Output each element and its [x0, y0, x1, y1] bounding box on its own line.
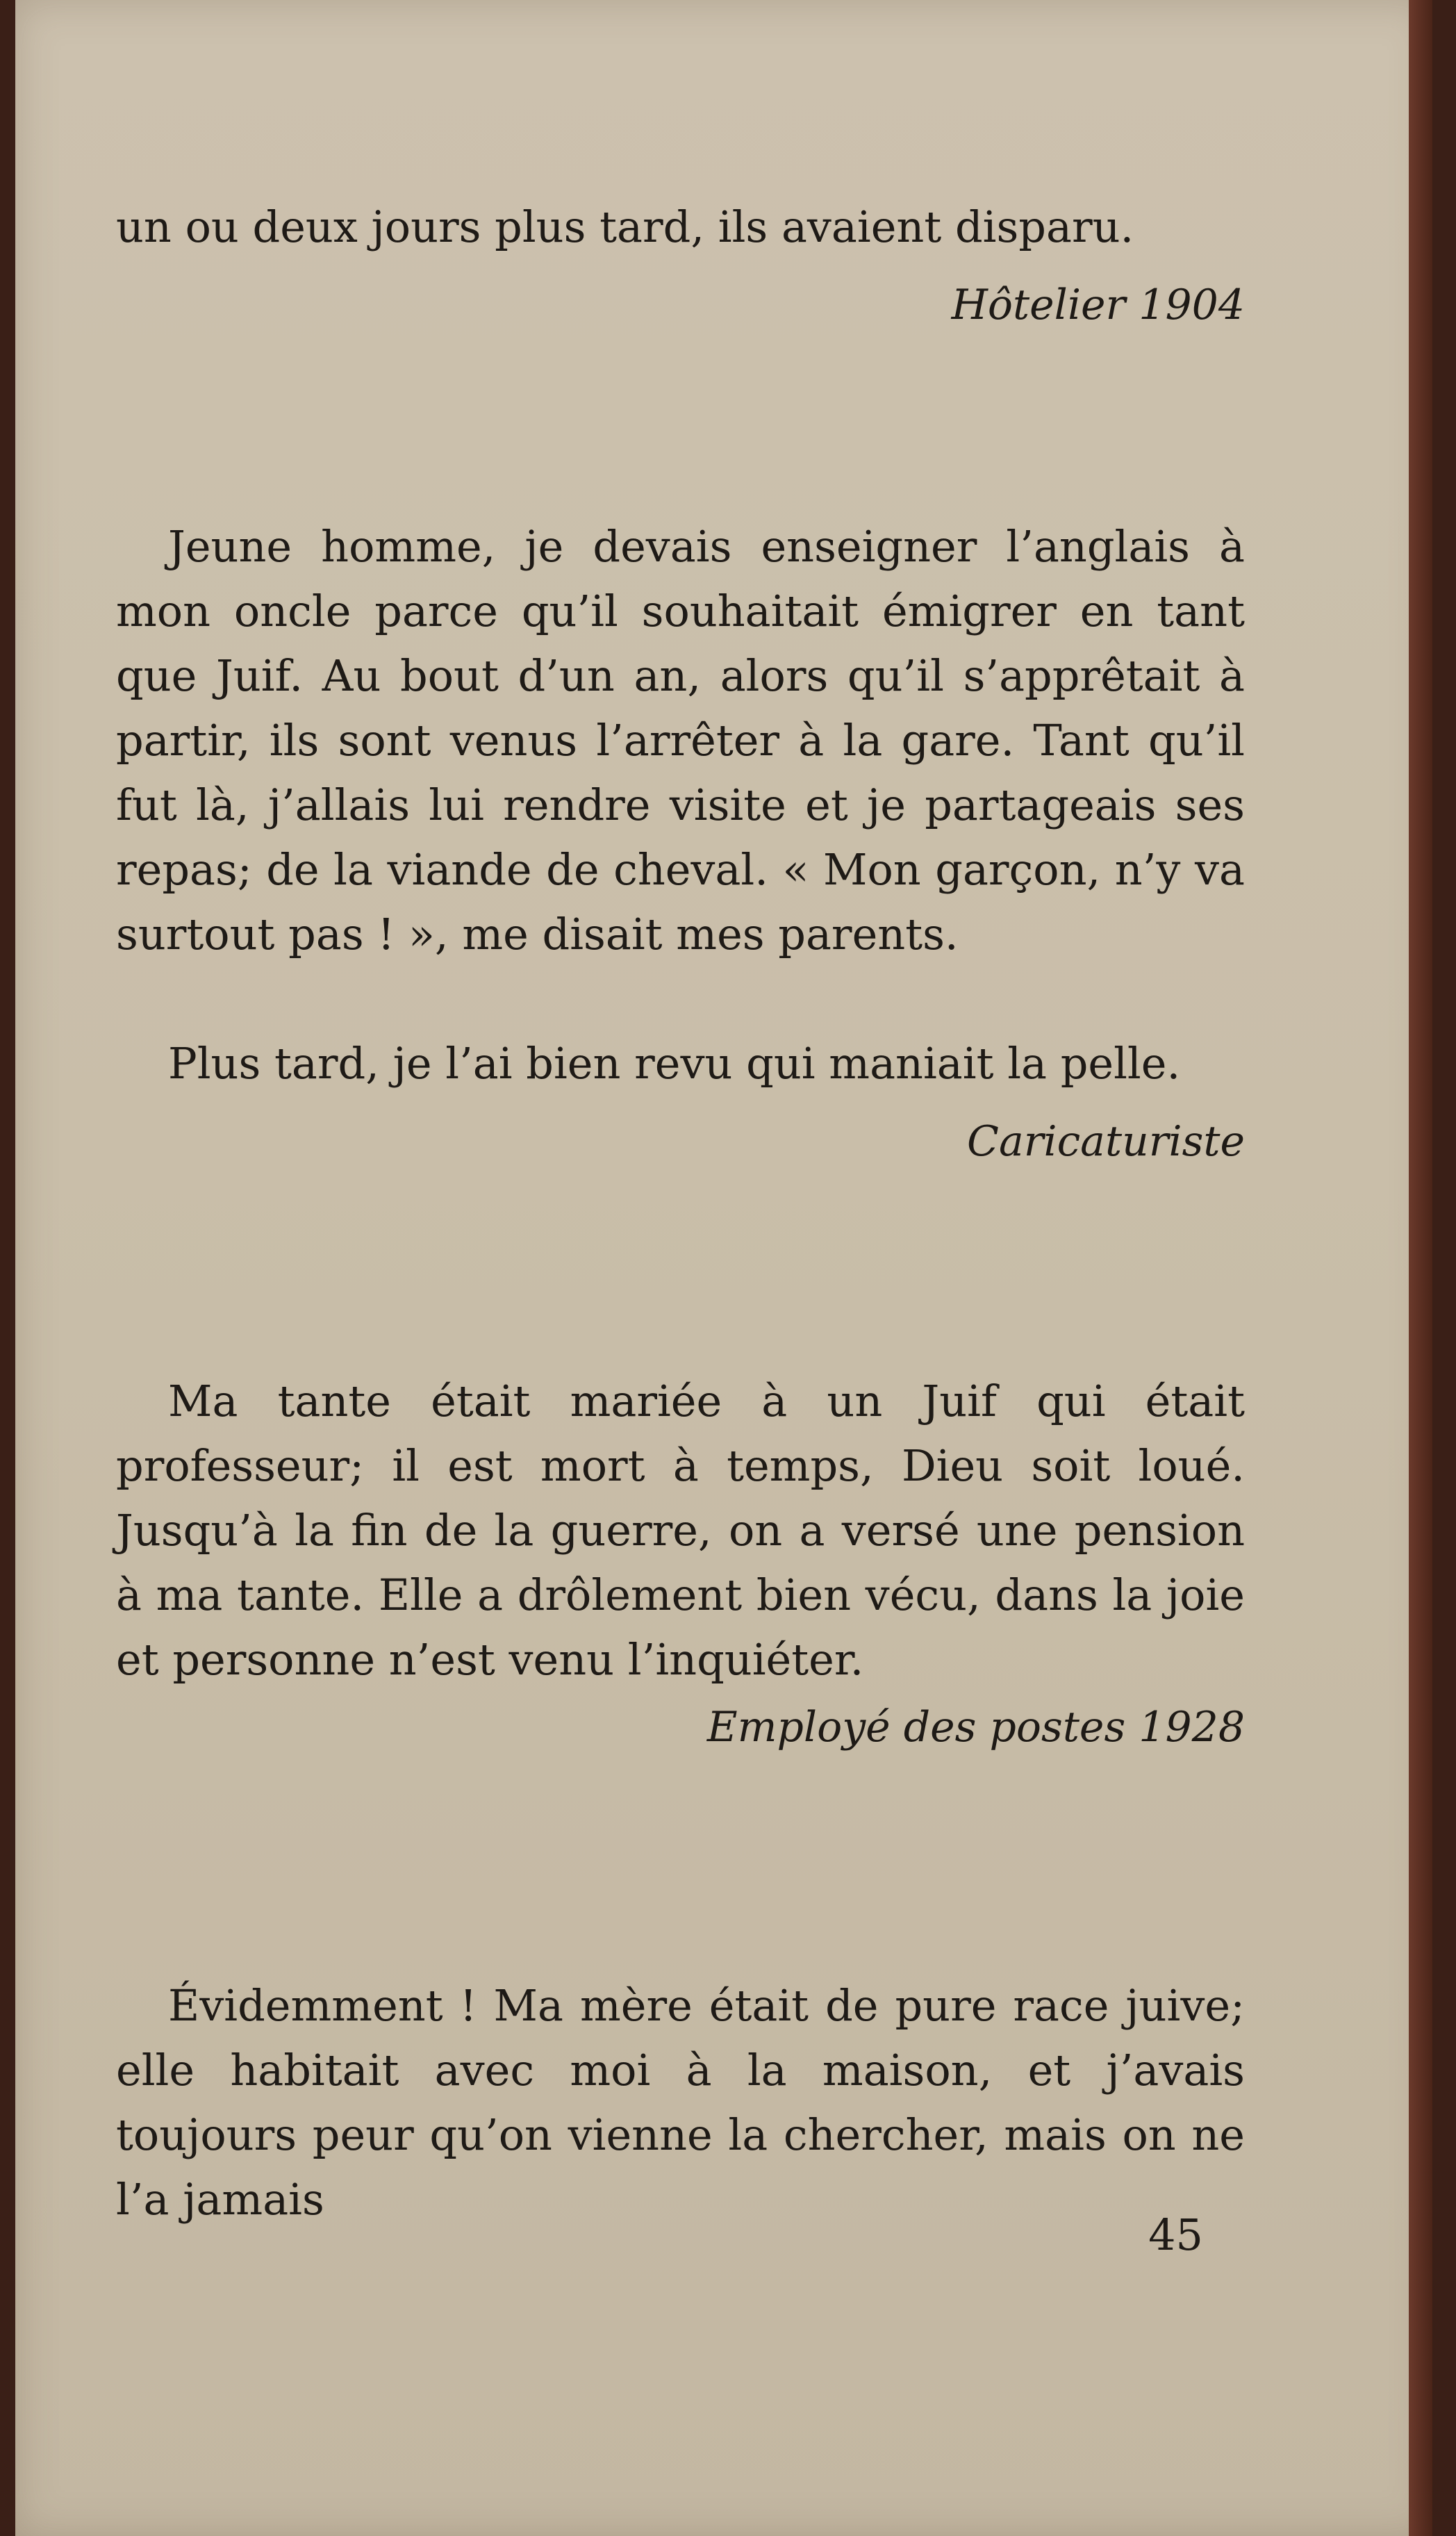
entry-2-paragraph-2: Plus tard, je l’ai bien revu qui maniait la pelle.: [168, 1038, 1181, 1089]
entry-1-text: un ou deux jours plus tard, ils avaient disparu.: [116, 201, 1134, 252]
entry-2-paragraph-1: Jeune homme, je devais enseigner l’anglais à mon oncle parce qu’il souhaitait émigrer en tant que Juif. Au bout d’un an, alors qu’il s’apprêtait à partir, ils sont venus l’arrêter à la gare. Tant qu’il fut là, j’allais lui rendre visite et je partageais ses repas; de la viande de cheval. « Mon garçon, n’y va surtout pas ! », me disait mes parents.: [116, 521, 1245, 960]
entry-1-attribution: Hôtelier 1904: [951, 281, 1245, 329]
page-number: 45: [1148, 2209, 1203, 2260]
entry-3-attribution: Employé des postes 1928: [706, 1703, 1245, 1752]
entry-2-attribution: Caricaturiste: [967, 1117, 1245, 1166]
entry-4-text: Évidemment ! Ma mère était de pure race juive; elle habitait avec moi à la maison, et j’avais toujours peur qu’on vienne la chercher, mais on ne l’a jamais: [116, 1980, 1245, 2225]
book-spine-edge: [1409, 0, 1432, 2536]
book-page: [15, 0, 1432, 2536]
entry-3-text: Ma tante était mariée à un Juif qui était professeur; il est mort à temps, Dieu soit loué. Jusqu’à la fin de la guerre, on a versé une pension à ma tante. Elle a drôlement bien vécu, dans la joie et personne n’est venu l’inquiéter.: [116, 1376, 1245, 1685]
